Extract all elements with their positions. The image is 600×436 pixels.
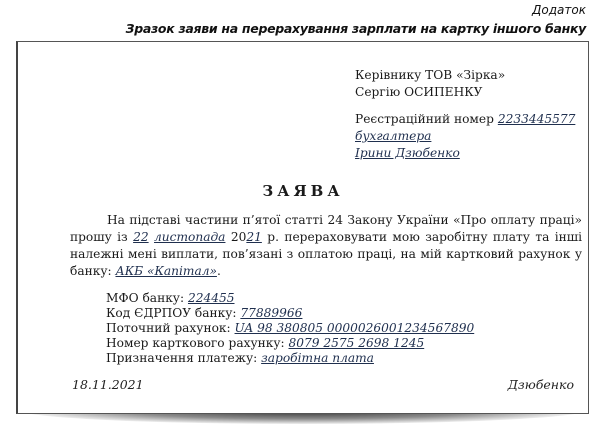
year-prefix: 20 [225,230,247,244]
addressee-line1: Керівнику ТОВ «Зірка» [355,68,506,82]
application-date: 18.11.2021 [72,377,144,392]
addressee-line2: Сергію ОСИПЕНКУ [355,85,483,99]
detail-row-current-account [106,321,474,336]
detail-label: Код ЄДРПОУ банку: [106,306,241,320]
detail-label: Поточний рахунок: [106,321,235,335]
detail-value: 224455 [187,291,235,305]
detail-label: МФО банку: [106,291,188,305]
start-month: листопада [154,230,226,244]
document-title: ЗАЯВА [262,182,344,200]
applicant-name: Ірини Дзюбенко [355,146,460,160]
detail-row-mfo [106,291,474,306]
appendix-label: Додаток [532,3,586,17]
year-suffix: 21 [246,230,262,244]
body-end: . [216,264,221,278]
detail-value: заробітна плата [261,351,374,365]
detail-label: Номер карткового рахунку: [106,336,289,350]
start-day: 22 [133,230,149,244]
bank-details [106,291,474,366]
body-text-part1: На підставі частини п’ятої статті 24 Закону України «Про оплату праці» прошу із [70,213,582,244]
detail-row-card-account [106,336,474,351]
detail-row-payment-purpose [106,351,474,366]
document-caption: Зразок заяви на перерахування зарплати на картку іншого банку [125,21,586,36]
detail-value: 8079 2575 2698 1245 [288,336,425,350]
detail-value: 77889966 [240,306,303,320]
detail-label: Призначення платежу: [106,351,262,365]
applicant-position: бухгалтера [355,129,432,143]
body-text-part2: р. перераховувати мою заробітну плату та інші належні мені виплати, пов’язані з оплатою праці, на мій картковий рахунок у банку: [70,230,582,278]
application-sheet [16,41,589,414]
registration-number: 2233445577 [497,112,576,126]
registration-label: Реєстраційний номер [355,112,498,126]
applicant-signature: Дзюбенко [507,377,574,392]
bank-name: АКБ «Капітал» [115,264,217,278]
addressee-block [355,67,575,162]
detail-value: UA 98 380805 0000026001234567890 [234,321,475,335]
registration-line [355,111,575,128]
application-body [70,212,582,280]
detail-row-edrpou [106,306,474,321]
